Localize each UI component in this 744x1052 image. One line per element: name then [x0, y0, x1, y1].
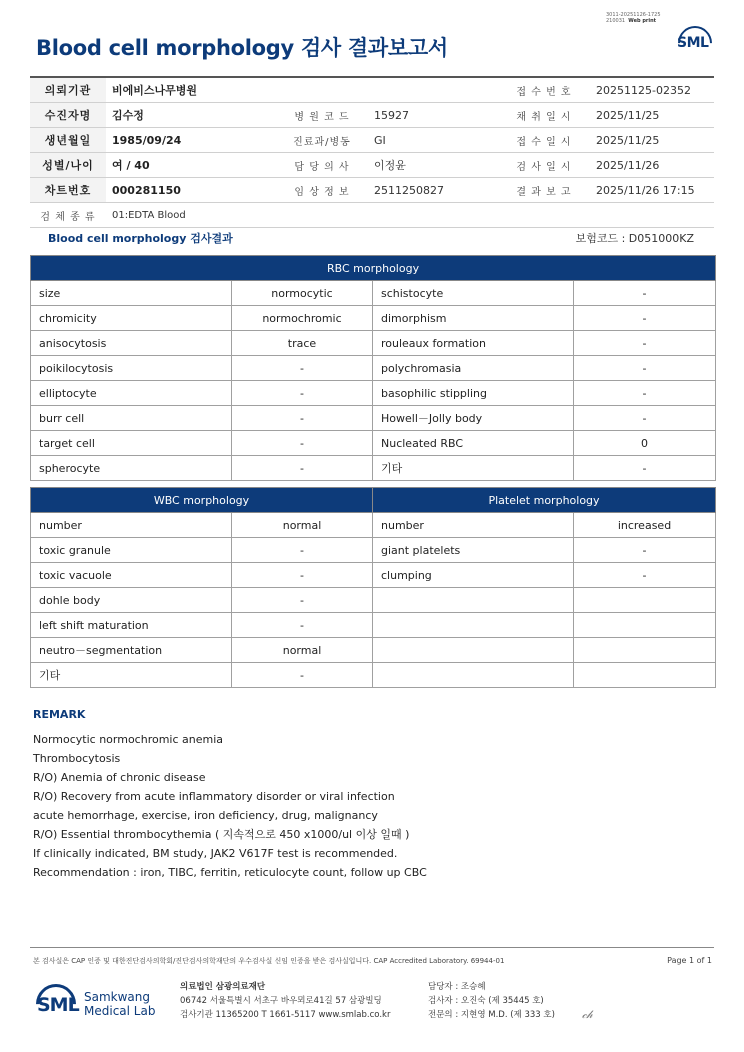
- table-row: [31, 638, 716, 663]
- info-row: [30, 153, 714, 178]
- info-value: 2025/11/25: [590, 103, 714, 128]
- item-name: chromicity: [31, 306, 232, 331]
- organization-info: 의료법인 삼광의료재단 06742 서울특별시 서초구 바우뫼로41길 57 삼광빌딩 검사기관 11365200 T 1661-5117 www.smlab.co.kr: [180, 982, 391, 1020]
- item-name: giant platelets: [373, 538, 574, 563]
- info-value: 2511250827: [368, 178, 498, 203]
- item-name: dohle body: [31, 588, 232, 613]
- item-result: -: [232, 456, 373, 481]
- item-result: increased: [574, 513, 716, 538]
- item-result: -: [574, 563, 716, 588]
- wbc-header: WBC morphology: [31, 488, 373, 513]
- info-value: 2025/11/26 17:15: [590, 178, 714, 203]
- item-name: neutro－segmentation: [31, 638, 232, 663]
- item-name: target cell: [31, 431, 232, 456]
- footer-divider: [30, 947, 714, 948]
- rbc-morphology-table: [30, 255, 716, 481]
- item-result: -: [232, 613, 373, 638]
- info-row: [30, 203, 714, 228]
- item-result: -: [574, 281, 716, 306]
- item-result: -: [574, 538, 716, 563]
- remark-title: REMARK: [33, 708, 86, 721]
- info-label: 채 취 일 시: [498, 103, 590, 128]
- info-label: 검 사 일 시: [498, 153, 590, 178]
- item-result: -: [232, 563, 373, 588]
- table-row: [31, 588, 716, 613]
- info-label: 차트번호: [30, 178, 106, 203]
- remark-line: If clinically indicated, BM study, JAK2 V617F test is recommended.: [33, 847, 398, 860]
- item-name: toxic granule: [31, 538, 232, 563]
- report-title: Blood cell morphology 검사 결과보고서: [36, 36, 448, 60]
- patient-info-table: [30, 76, 714, 228]
- item-result: normal: [232, 638, 373, 663]
- remark-line: Normocytic normochromic anemia: [33, 733, 224, 746]
- info-value: 여 / 40: [106, 153, 276, 178]
- info-row: [30, 178, 714, 203]
- document-id: [606, 12, 661, 24]
- result-section-title: Blood cell morphology 검사결과: [48, 232, 233, 245]
- page-number: Page 1 of 1: [667, 956, 712, 965]
- item-result: -: [232, 538, 373, 563]
- item-result: [574, 663, 716, 688]
- remark-line: R/O) Essential thrombocythemia ( 지속적으로 450 x1000/ul 이상 일때 ): [33, 828, 410, 841]
- table-row: [31, 356, 716, 381]
- item-name: size: [31, 281, 232, 306]
- item-name: basophilic stippling: [373, 381, 574, 406]
- info-label: 의뢰기관: [30, 77, 106, 103]
- item-result: trace: [232, 331, 373, 356]
- accreditation-note: 본 검사실은 CAP 인증 및 대한진단검사의학회/진단검사의학재단의 우수검사실 신임 인증을 받은 검사실입니다. CAP Accredited Laboratory. 69944-01: [33, 957, 505, 965]
- samkwang-logo: SML Samkwang Medical Lab: [36, 984, 166, 1024]
- item-name: left shift maturation: [31, 613, 232, 638]
- info-value: 2025/11/25: [590, 128, 714, 153]
- item-name: [373, 663, 574, 688]
- table-row: [31, 281, 716, 306]
- item-result: -: [574, 306, 716, 331]
- item-result: -: [232, 381, 373, 406]
- info-value: [368, 77, 498, 103]
- item-name: dimorphism: [373, 306, 574, 331]
- item-result: -: [232, 356, 373, 381]
- remark-line: R/O) Recovery from acute inflammatory disorder or viral infection: [33, 790, 395, 803]
- info-row: [30, 77, 714, 103]
- table-row: [31, 381, 716, 406]
- item-name: poikilocytosis: [31, 356, 232, 381]
- info-value: 1985/09/24: [106, 128, 276, 153]
- table-row: [31, 563, 716, 588]
- info-label: 결 과 보 고: [498, 178, 590, 203]
- table-row: [31, 306, 716, 331]
- wbc-platelet-table: [30, 487, 716, 688]
- info-value: 이정윤: [368, 153, 498, 178]
- info-label: 수진자명: [30, 103, 106, 128]
- table-row: [31, 663, 716, 688]
- table-row: [31, 406, 716, 431]
- specimen-value: 01:EDTA Blood: [106, 203, 714, 228]
- info-label: 생년월일: [30, 128, 106, 153]
- item-result: -: [574, 356, 716, 381]
- info-value: 15927: [368, 103, 498, 128]
- item-result: normocytic: [232, 281, 373, 306]
- item-result: -: [574, 456, 716, 481]
- doc-id-line1: 3011-20251126-1725: [606, 12, 661, 18]
- table-row: [31, 456, 716, 481]
- item-result: -: [574, 381, 716, 406]
- info-label: 접 수 번 호: [498, 77, 590, 103]
- item-result: [574, 613, 716, 638]
- handwritten-signature: 𝒸𝒽: [582, 1008, 593, 1021]
- item-result: -: [574, 331, 716, 356]
- item-name: [373, 588, 574, 613]
- info-label: 접 수 일 시: [498, 128, 590, 153]
- item-name: [373, 638, 574, 663]
- item-name: rouleaux formation: [373, 331, 574, 356]
- item-result: normal: [232, 513, 373, 538]
- info-value: 20251125-02352: [590, 77, 714, 103]
- remark-line: acute hemorrhage, exercise, iron deficiency, drug, malignancy: [33, 809, 378, 822]
- insurance-code: 보험코드 : D051000KZ: [575, 232, 694, 245]
- info-row: [30, 103, 714, 128]
- table-row: [31, 538, 716, 563]
- specimen-label: 검 체 종 류: [30, 203, 106, 228]
- remark-line: Thrombocytosis: [33, 752, 121, 765]
- remark-text: [33, 730, 427, 882]
- item-result: normochromic: [232, 306, 373, 331]
- item-result: [574, 588, 716, 613]
- sml-logo: SML: [676, 26, 712, 60]
- platelet-header: Platelet morphology: [373, 488, 716, 513]
- item-name: elliptocyte: [31, 381, 232, 406]
- item-name: number: [373, 513, 574, 538]
- item-result: -: [574, 406, 716, 431]
- item-name: 기타: [31, 663, 232, 688]
- item-result: -: [232, 431, 373, 456]
- table-row: [31, 513, 716, 538]
- item-name: anisocytosis: [31, 331, 232, 356]
- info-label: 성별/나이: [30, 153, 106, 178]
- item-name: spherocyte: [31, 456, 232, 481]
- info-value: 000281150: [106, 178, 276, 203]
- item-result: 0: [574, 431, 716, 456]
- info-value: 2025/11/26: [590, 153, 714, 178]
- info-label: 임 상 정 보: [276, 178, 368, 203]
- table-row: [31, 613, 716, 638]
- item-name: Nucleated RBC: [373, 431, 574, 456]
- info-label: 담 당 의 사: [276, 153, 368, 178]
- item-name: burr cell: [31, 406, 232, 431]
- info-value: 비에비스나무병원: [106, 77, 276, 103]
- item-result: [574, 638, 716, 663]
- item-name: [373, 613, 574, 638]
- remark-line: R/O) Anemia of chronic disease: [33, 771, 206, 784]
- info-value: GI: [368, 128, 498, 153]
- info-label: 병 원 코 드: [276, 103, 368, 128]
- item-name: toxic vacuole: [31, 563, 232, 588]
- doc-id-line2: 210031 Web print: [606, 18, 657, 24]
- info-label: 진료과/병동: [276, 128, 368, 153]
- info-label: [276, 77, 368, 103]
- info-row: [30, 128, 714, 153]
- remark-line: Recommendation : iron, TIBC, ferritin, reticulocyte count, follow up CBC: [33, 866, 427, 879]
- item-name: Howell－Jolly body: [373, 406, 574, 431]
- table-row: [31, 331, 716, 356]
- item-name: schistocyte: [373, 281, 574, 306]
- item-result: -: [232, 663, 373, 688]
- rbc-header: RBC morphology: [31, 256, 716, 281]
- item-result: -: [232, 588, 373, 613]
- item-name: number: [31, 513, 232, 538]
- info-value: 김수정: [106, 103, 276, 128]
- item-name: 기타: [373, 456, 574, 481]
- table-row: [31, 431, 716, 456]
- staff-info: 담당자 : 조승혜 검사자 : 오진숙 (제 35445 호) 전문의 : 지현영 M.D. (제 333 호): [428, 982, 555, 1020]
- item-name: clumping: [373, 563, 574, 588]
- item-name: polychromasia: [373, 356, 574, 381]
- item-result: -: [232, 406, 373, 431]
